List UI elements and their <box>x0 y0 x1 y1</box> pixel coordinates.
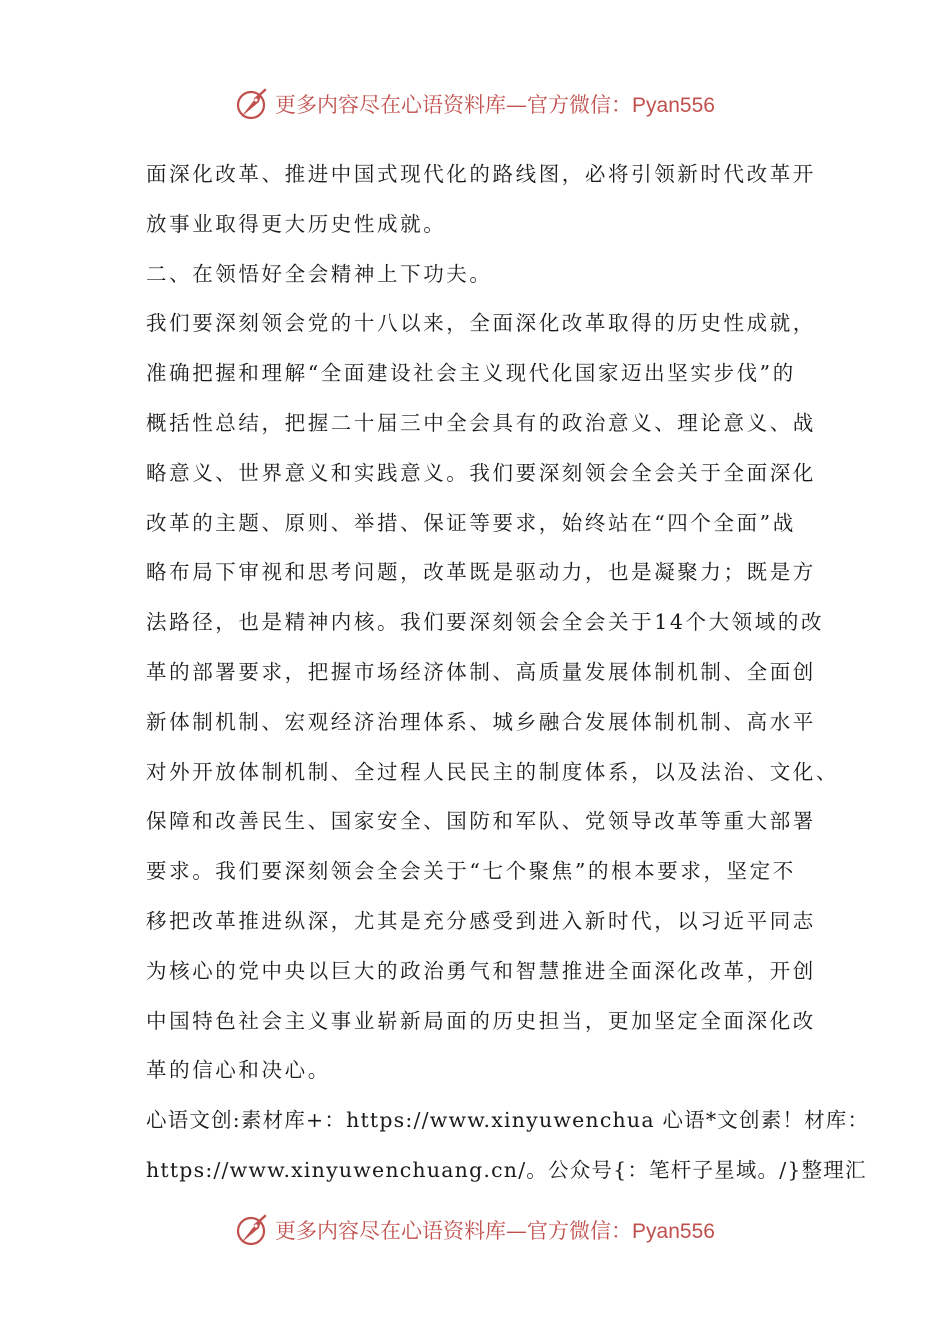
text-line: 略意义、世界意义和实践意义。我们要深刻领会全会关于全面深化 <box>146 460 816 485</box>
text-line: 我们要深刻领会党的十八以来，全面深化改革取得的历史性成就， <box>146 311 816 336</box>
text-line: 革的部署要求，把握市场经济体制、高质量发展体制机制、全面创 <box>146 659 816 684</box>
pen-nib-logo-icon <box>235 1212 271 1248</box>
text-line: 新体制机制、宏观经济治理体系、城乡融合发展体制机制、高水平 <box>146 709 816 734</box>
text-line: 改革的主题、原则、举措、保证等要求，始终站在“四个全面”战 <box>146 510 796 535</box>
text-line: 要求。我们要深刻领会全会关于“七个聚焦”的根本要求，坚定不 <box>146 859 796 884</box>
section-heading: 二、在领悟好全会精神上下功夫。 <box>146 261 493 286</box>
header-wechat-handle: Pyan556 <box>632 94 715 117</box>
text-line: 移把改革推进纵深，尤其是充分感受到进入新时代，以习近平同志 <box>146 908 816 933</box>
text-line: 保障和改善民生、国家安全、国防和军队、党领导改革等重大部署 <box>146 809 816 834</box>
text-line: 面深化改革、推进中国式现代化的路线图，必将引领新时代改革开 <box>146 162 816 186</box>
document-body <box>146 150 870 1196</box>
text-line: 中国特色社会主义事业崭新局面的历史担当，更加坚定全面深化改 <box>146 1008 816 1033</box>
text-line: 对外开放体制机制、全过程人民民主的制度体系，以及法治、文化、 <box>146 759 839 784</box>
text-line: 法路径，也是精神内核。我们要深刻领会全会关于14个大领域的改 <box>146 610 825 635</box>
text-line: 为核心的党中央以巨大的政治勇气和智慧推进全面深化改革，开创 <box>146 958 816 983</box>
text-line: 准确把握和理解“全面建设社会主义现代化国家迈出坚实步伐”的 <box>146 361 796 386</box>
text-line: 放事业取得更大历史性成就。 <box>146 211 447 236</box>
footer-banner-text: 更多内容尽在心语资料库—官方微信：Pyan556 <box>275 1219 715 1243</box>
footer-wechat-handle: Pyan556 <box>632 1220 715 1243</box>
text-line: 革的信心和决心。 <box>146 1058 331 1083</box>
source-note-line: 心语文创:素材库+：https://www.xinyuwenchua 心语*文创素！材库： <box>146 1108 870 1133</box>
header-banner <box>0 84 950 124</box>
pen-nib-logo-icon <box>235 86 271 122</box>
text-line: 略布局下审视和思考问题，改革既是驱动力，也是凝聚力；既是方 <box>146 560 816 585</box>
footer-banner <box>0 1210 950 1250</box>
header-banner-text: 更多内容尽在心语资料库—官方微信：Pyan556 <box>275 93 715 117</box>
source-note-line: https://www.xinyuwenchuang.cn/。公众号{：笔杆子星域。/}整理汇 <box>146 1157 867 1182</box>
text-line: 概括性总结，把握二十届三中全会具有的政治意义、理论意义、战 <box>146 410 816 435</box>
